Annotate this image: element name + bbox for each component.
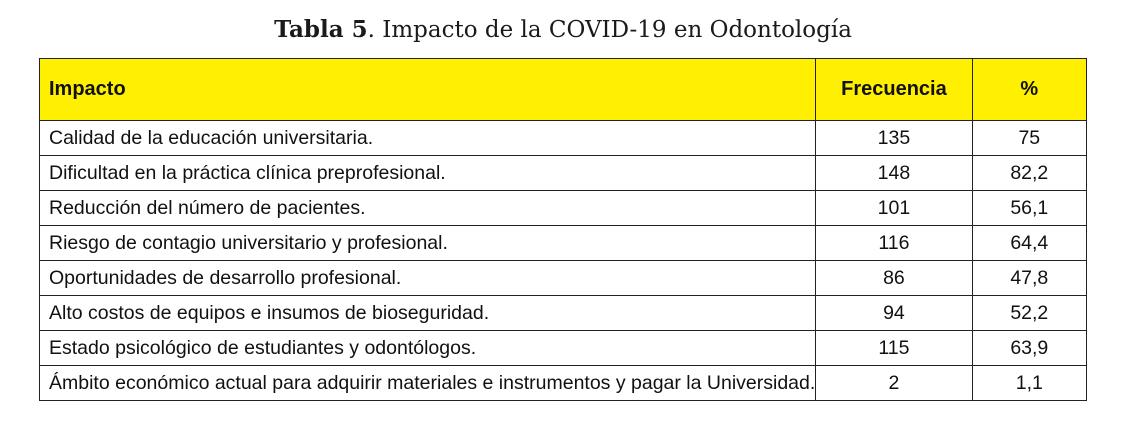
column-header-frecuencia: Frecuencia (816, 59, 972, 121)
table-row (40, 226, 1087, 261)
cell-impacto: Alto costos de equipos e insumos de bioseguridad. (40, 296, 816, 331)
cell-impacto: Ámbito económico actual para adquirir materiales e instrumentos y pagar la Universidad. (40, 366, 816, 401)
table-row (40, 366, 1087, 401)
table-body (40, 121, 1087, 401)
cell-impacto: Calidad de la educación universitaria. (40, 121, 816, 156)
cell-porcentaje: 82,2 (972, 156, 1086, 191)
table-row (40, 261, 1087, 296)
cell-porcentaje: 52,2 (972, 296, 1086, 331)
table-row (40, 331, 1087, 366)
table-header (40, 59, 1087, 121)
cell-frecuencia: 2 (816, 366, 972, 401)
cell-impacto: Riesgo de contagio universitario y profesional. (40, 226, 816, 261)
table-row (40, 296, 1087, 331)
cell-porcentaje: 64,4 (972, 226, 1086, 261)
cell-porcentaje: 1,1 (972, 366, 1086, 401)
cell-frecuencia: 115 (816, 331, 972, 366)
table-row (40, 121, 1087, 156)
cell-frecuencia: 148 (816, 156, 972, 191)
cell-porcentaje: 56,1 (972, 191, 1086, 226)
cell-impacto: Oportunidades de desarrollo profesional. (40, 261, 816, 296)
cell-frecuencia: 86 (816, 261, 972, 296)
table-row (40, 156, 1087, 191)
column-header-porcentaje: % (972, 59, 1086, 121)
cell-impacto: Estado psicológico de estudiantes y odontólogos. (40, 331, 816, 366)
cell-frecuencia: 135 (816, 121, 972, 156)
cell-impacto: Dificultad en la práctica clínica preprofesional. (40, 156, 816, 191)
cell-frecuencia: 116 (816, 226, 972, 261)
table-header-row (40, 59, 1087, 121)
cell-porcentaje: 63,9 (972, 331, 1086, 366)
cell-porcentaje: 47,8 (972, 261, 1086, 296)
table-caption-text: . Impacto de la COVID-19 en Odontología (367, 17, 852, 43)
table-caption (0, 14, 1126, 46)
cell-impacto: Reducción del número de pacientes. (40, 191, 816, 226)
cell-frecuencia: 101 (816, 191, 972, 226)
column-header-impacto: Impacto (40, 59, 816, 121)
table-caption-label: Tabla 5 (274, 16, 368, 43)
cell-porcentaje: 75 (972, 121, 1086, 156)
cell-frecuencia: 94 (816, 296, 972, 331)
impact-table (39, 58, 1087, 401)
table-row (40, 191, 1087, 226)
